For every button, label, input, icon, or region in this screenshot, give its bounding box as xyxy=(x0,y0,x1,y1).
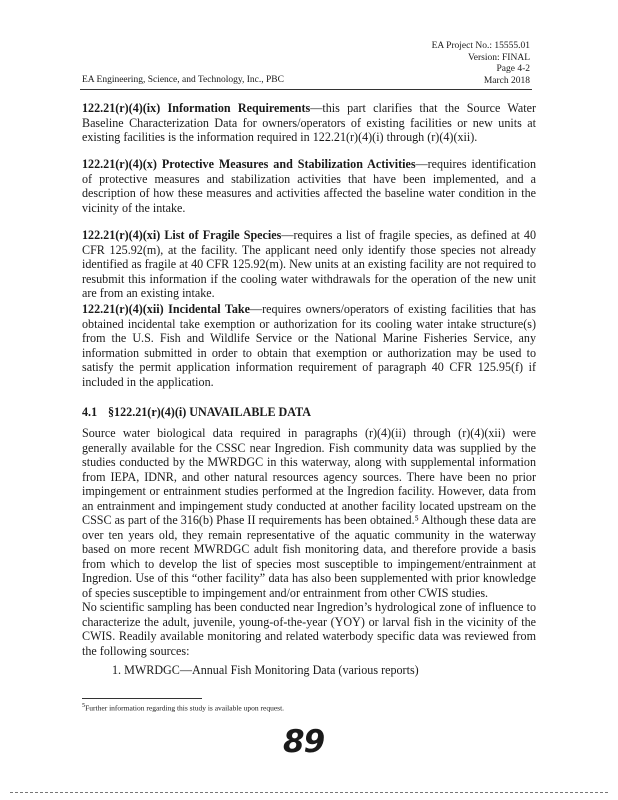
footnote-divider xyxy=(82,698,202,699)
scan-edge-line xyxy=(10,792,608,793)
version: Version: FINAL xyxy=(467,52,530,63)
paragraph-fragile-species xyxy=(82,228,536,301)
section-number: 4.1 xyxy=(82,405,98,419)
date: March 2018 xyxy=(483,75,530,86)
company-name: EA Engineering, Science, and Technology, Inc., PBC xyxy=(82,75,284,85)
body-paragraph-sampling: No scientific sampling has been conducted near Ingredion’s hydrological zone of influence to characterize the adult, juvenile, young-of-the-year (YOY) or larval fish in the vicinity of the CWIS. Readily available monitoring and related waterbody specific data was reviewed from the following sources: xyxy=(82,600,536,658)
header-divider xyxy=(80,89,532,90)
footnote-mark: 5 xyxy=(82,702,86,709)
paragraph-body: —requires identification of protective measures and stabilization activities that have been implemented, and a description of how these measures and activities affected the baseline water condition in the vicinity of the intake. xyxy=(82,157,536,215)
paragraph-incidental-take xyxy=(82,302,536,389)
paragraph-protective-measures xyxy=(82,157,536,215)
footnote xyxy=(82,702,284,713)
paragraph-heading: 122.21(r)(4)(ix) Information Requirements xyxy=(82,101,311,115)
footnote-text: Further information regarding this study is available upon request. xyxy=(85,703,285,713)
paragraph-body: —requires owners/operators of existing facilities that has obtained incidental take exemption or authorization for its cooling water intake structure(s) from the U.S. Fish and Wildlife Service or the National Marine Fisheries Service, any information submitted in order to obtain that exemption or authorization may be used to satisfy the permit application information requirement of paragraph 40 CFR 125.95(f) if included in the application. xyxy=(82,302,536,389)
paragraph-heading: 122.21(r)(4)(xii) Incidental Take xyxy=(82,302,251,316)
handwritten-page-stamp: 89 xyxy=(283,724,325,760)
paragraph-body: —requires a list of fragile species, as defined at 40 CFR 125.92(m), at the facility. The applicant need only identify those species not already identified as fragile at 40 CFR 125.92(m). New units at an existing facility are not required to resubmit this information if the cooling water withdrawals for the operation of the new unit are from an existing intake. xyxy=(82,228,536,300)
paragraph-heading: 122.21(r)(4)(x) Protective Measures and Stabilization Activities xyxy=(82,157,416,171)
body-paragraph-unavailable-data: Source water biological data required in paragraphs (r)(4)(ii) through (r)(4)(xii) were generally available for the CSSC near Ingredion. Fish community data was supplied by the studies conducted by the MWRDGC in this waterway, along with supplemental information from IEPA, IDNR, and other natural resources agency sources. There have been no prior impingement or entrainment studies performed at the Ingredion facility. However, data from an entrainment and impingement study conducted at another facility located upstream on the CSSC as part of the 316(b) Phase II requirements has been obtained.⁵ Although these data are over ten years old, they remain representative of the aquatic community in the waterway based on more recent MWRDGC adult fish monitoring data, and therefore provide a basis from which to develop the list of species most susceptible to impingement/entrainment at Ingredion. Use of this “other facility” data has also been supplemented with prior knowledge of species susceptible to impingement and/or entrainment from other CWIS studies. xyxy=(82,426,536,600)
paragraph-body: —this part clarifies that the Source Water Baseline Characterization Data for owners/operators of existing facilities or new units at existing facilities is the information required in 122.21(r)(4)(i) through (r)(4)(xii). xyxy=(82,101,537,144)
header-info xyxy=(432,41,530,87)
paragraph-heading: 122.21(r)(4)(xi) List of Fragile Species xyxy=(82,228,282,242)
section-title: §122.21(r)(4)(i) UNAVAILABLE DATA xyxy=(108,405,312,419)
project-number: EA Project No.: 15555.01 xyxy=(431,41,530,51)
paragraph-information-requirements xyxy=(82,101,536,145)
section-heading xyxy=(82,405,311,420)
list-item: 1. MWRDGC—Annual Fish Monitoring Data (various reports) xyxy=(112,663,419,677)
page-number: Page 4-2 xyxy=(496,64,530,74)
